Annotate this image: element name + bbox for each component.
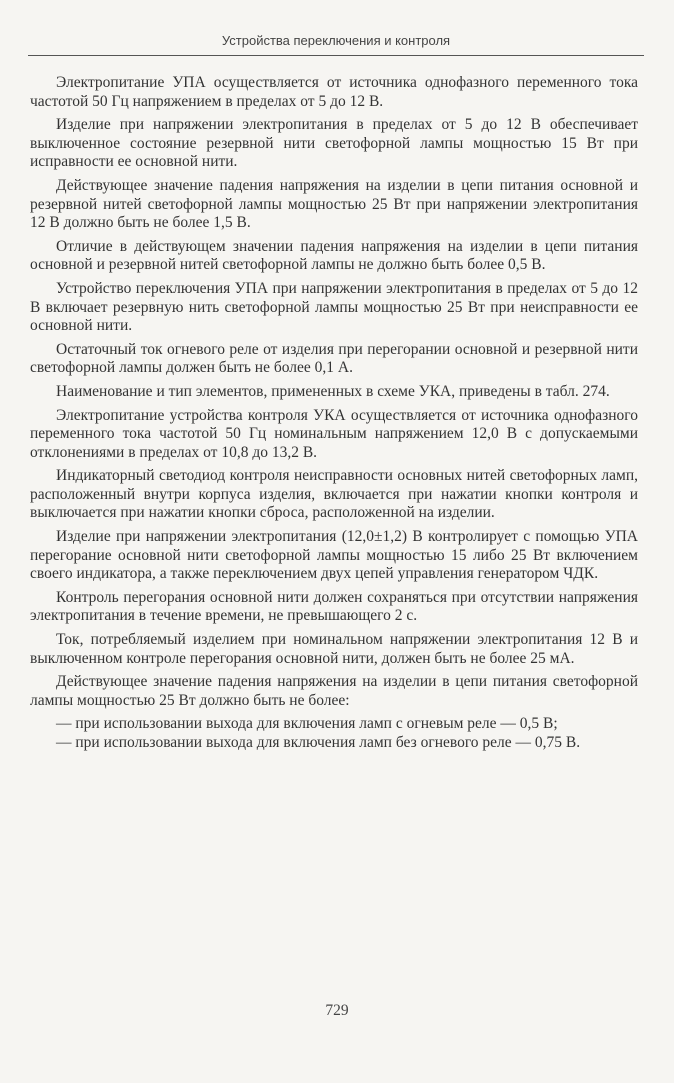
- paragraph: Индикаторный светодиод контроля неисправности основных нитей светофорных ламп, расположенный внутри корпуса изделия, включается при нажатии кнопки контроля и выключается при нажатии кнопки сброса, расположенной на изделии.: [30, 467, 638, 522]
- paragraph: Изделие при напряжении электропитания в пределах от 5 до 12 В обеспечивает выключенное состояние резервной нити светофорной лампы мощностью 15 Вт при исправности ее основной нити.: [30, 116, 638, 171]
- paragraph: Электропитание устройства контроля УКА осуществляется от источника однофазного переменного тока частотой 50 Гц номинальным напряжением 12,0 В с допускаемыми отклонениями в пределах от 10,8 до 13,2 В.: [30, 406, 638, 461]
- page-body: [30, 74, 638, 753]
- paragraph: Действующее значение падения напряжения на изделии в цепи питания основной и резервной нитей светофорной лампы мощностью 25 Вт при напряжении электропитания 12 В должно быть не более 1,5 В.: [30, 176, 638, 232]
- list-item: — при использовании выхода для включения ламп с огневым реле — 0,5 В;: [56, 715, 558, 733]
- paragraph: Контроль перегорания основной нити должен сохраняться при отсутствии напряжения электропитания в течение времени, не превышающего 2 с.: [30, 588, 638, 625]
- paragraph: Наименование и тип элементов, примененных в схеме УКА, приведены в табл. 274.: [56, 382, 610, 400]
- page-number: 729: [325, 1002, 349, 1019]
- paragraph: Изделие при напряжении электропитания (12,0±1,2) В контролирует с помощью УПА перегорание основной нити светофорной лампы мощностью 15 либо 25 Вт включением своего индикатора, а также переключением двух цепей управления генератором ЧДК.: [30, 528, 638, 583]
- running-header-title: Устройства переключения и контроля: [221, 33, 451, 48]
- paragraph: Действующее значение падения напряжения на изделии в цепи питания светофорной лампы мощностью 25 Вт должно быть не более:: [30, 673, 638, 709]
- paragraph: Остаточный ток огневого реле от изделия при перегорании основной и резервной нити светофорной лампы должен быть не более 0,1 А.: [30, 340, 638, 377]
- list-item: — при использовании выхода для включения ламп без огневого реле — 0,75 В.: [56, 734, 581, 751]
- paragraph: Устройство переключения УПА при напряжении электропитания в пределах от 5 до 12 В включает резервную нить светофорной лампы мощностью 25 Вт при неисправности ее основной нити.: [30, 279, 638, 335]
- paragraph: Ток, потребляемый изделием при номинальном напряжении электропитания 12 В и выключенном контроле перегорания основной нити, должен быть не более 25 мА.: [30, 631, 638, 667]
- paragraph: Электропитание УПА осуществляется от источника однофазного переменного тока частотой 50 Гц напряжением в пределах от 5 до 12 В.: [30, 74, 638, 110]
- running-header: [28, 33, 644, 56]
- paragraph: Отличие в действующем значении падения напряжения на изделии в цепи питания основной и резервной нитей светофорной лампы не должно быть более 0,5 В.: [30, 237, 638, 274]
